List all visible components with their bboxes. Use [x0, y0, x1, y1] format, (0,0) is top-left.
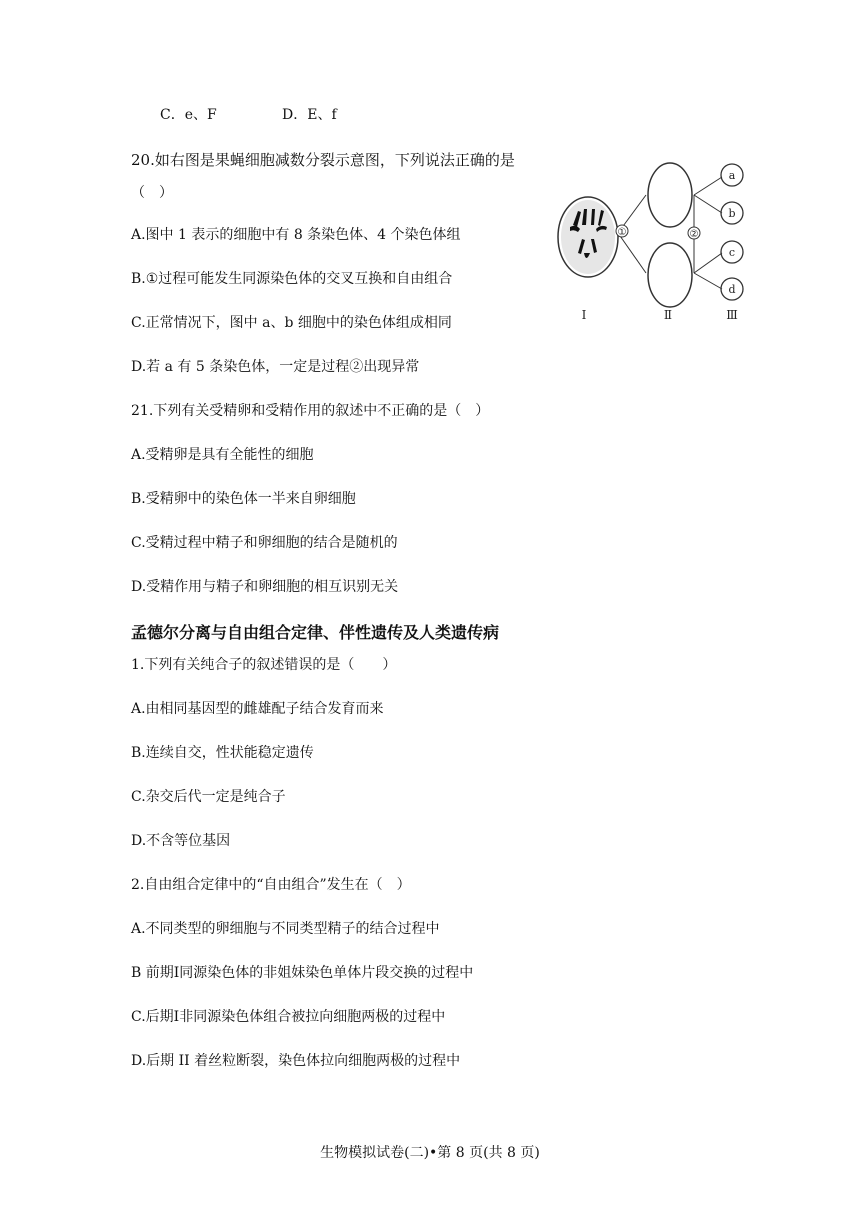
q20-paren: （ ）: [131, 185, 173, 201]
s1-option-c: C.杂交后代一定是纯合子: [131, 789, 286, 805]
q21-option-b: B.受精卵中的染色体一半来自卵细胞: [131, 491, 356, 507]
s1-stem: 1.下列有关纯合子的叙述错误的是（ ）: [131, 657, 397, 673]
s2-stem: 2.自由组合定律中的“自由组合”发生在（ ）: [131, 877, 411, 893]
option-c: C．e、F: [160, 107, 217, 123]
stage-ii-label: Ⅱ: [663, 308, 673, 322]
s1-option-a: A.由相同基因型的雌雄配子结合发育而来: [131, 701, 384, 717]
step-2-label: ②: [689, 229, 699, 240]
cell-ii-top: [648, 163, 692, 227]
q20-option-d: D.若 a 有 5 条染色体，一定是过程②出现异常: [131, 359, 420, 375]
page-footer: 生物模拟试卷(二)•第 8 页(共 8 页): [320, 1145, 540, 1161]
s2-option-b: B 前期Ⅰ同源染色体的非姐妹染色单体片段交换的过程中: [131, 965, 474, 981]
s2-option-a: A.不同类型的卵细胞与不同类型精子的结合过程中: [131, 921, 440, 937]
section-title: 孟德尔分离与自由组合定律、伴性遗传及人类遗传病: [131, 623, 500, 642]
q21-stem: 21.下列有关受精卵和受精作用的叙述中不正确的是（ ）: [131, 403, 490, 419]
s2-option-d: D.后期 II 着丝粒断裂，染色体拉向细胞两极的过程中: [131, 1053, 461, 1069]
option-d: D．E、f: [282, 107, 337, 123]
q20-stem: 20.如右图是果蝇细胞减数分裂示意图，下列说法正确的是: [131, 151, 515, 169]
q21-option-c: C.受精过程中精子和卵细胞的结合是随机的: [131, 535, 398, 551]
s1-option-b: B.连续自交，性状能稳定遗传: [131, 745, 314, 761]
s2-option-c: C.后期Ⅰ非同源染色体组合被拉向细胞两极的过程中: [131, 1009, 446, 1025]
meiosis-diagram: [546, 155, 776, 330]
cell-d-label: d: [728, 283, 736, 296]
q20-option-a: A.图中 1 表示的细胞中有 8 条染色体、4 个染色体组: [131, 227, 461, 243]
q21-option-d: D.受精作用与精子和卵细胞的相互识别无关: [131, 579, 399, 595]
cell-a-label: a: [728, 169, 736, 182]
stage-i-label: Ⅰ: [581, 308, 587, 322]
q20-option-c: C.正常情况下，图中 a、b 细胞中的染色体组成相同: [131, 315, 452, 331]
step-1-label: ①: [617, 227, 627, 238]
stage-iii-label: Ⅲ: [726, 308, 738, 322]
s1-option-d: D.不含等位基因: [131, 833, 231, 849]
cell-b-label: b: [728, 207, 736, 220]
q20-option-b: B.①过程可能发生同源染色体的交叉互换和自由组合: [131, 271, 453, 287]
cell-ii-bottom: [648, 243, 692, 307]
cell-c-label: c: [728, 246, 736, 259]
q21-option-a: A.受精卵是具有全能性的细胞: [131, 447, 314, 463]
